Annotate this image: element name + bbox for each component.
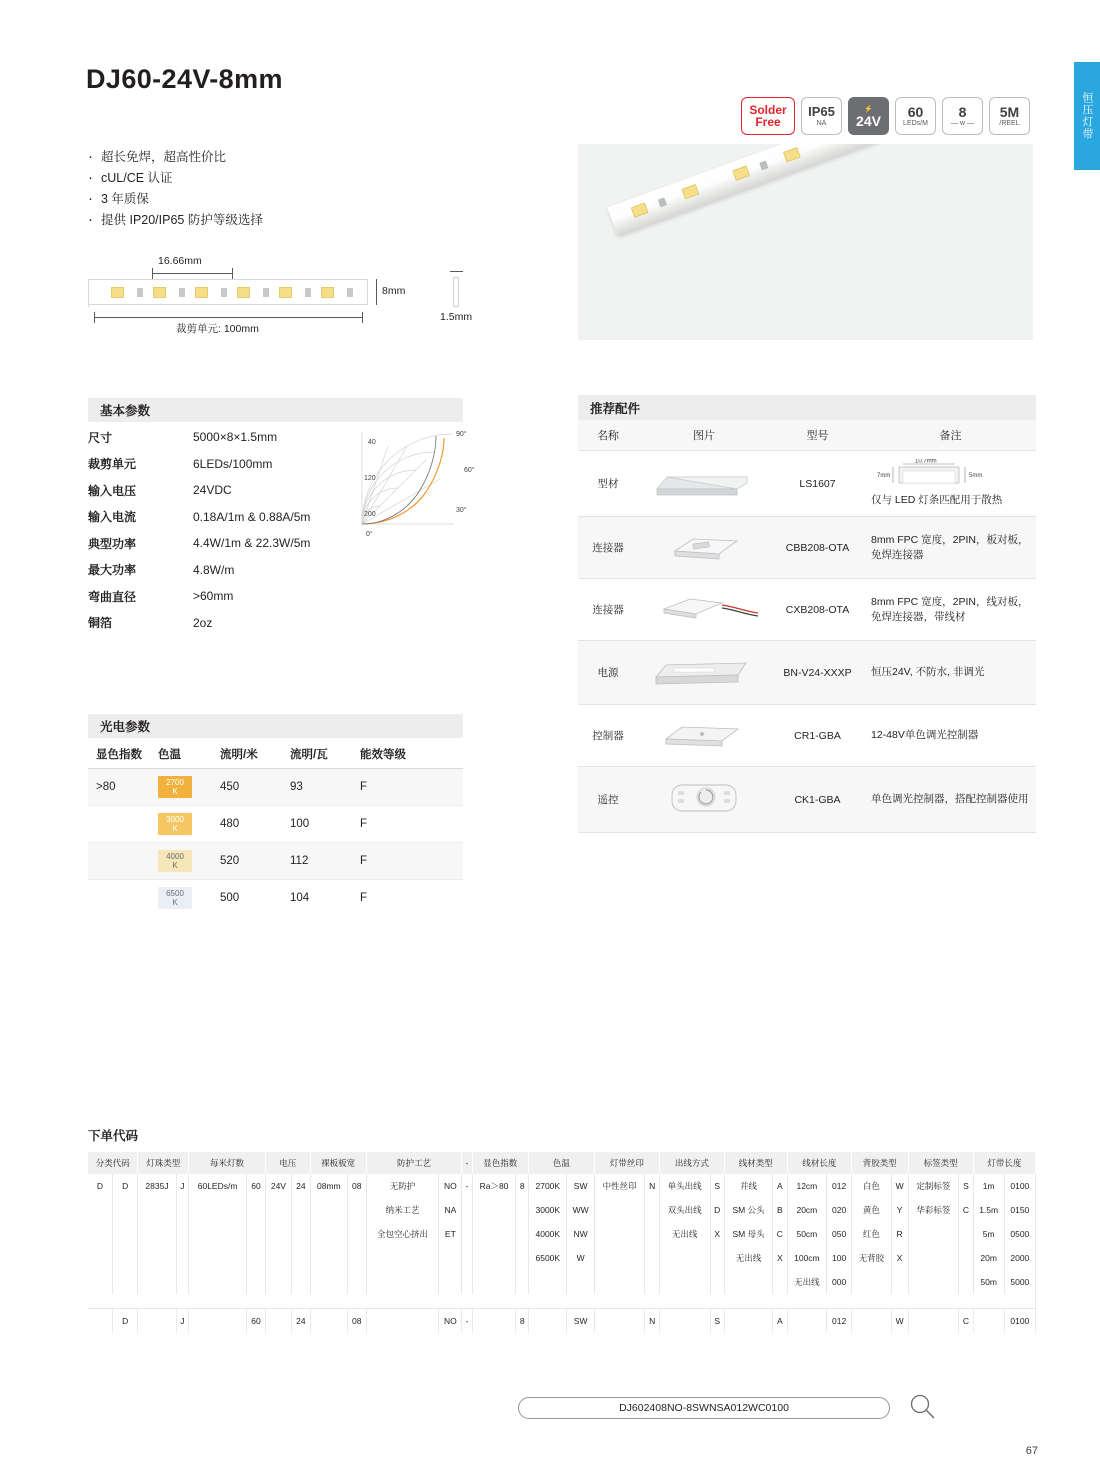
cct-cell: 6500 K: [150, 880, 212, 917]
cell-wlen-desc: 50cm: [787, 1222, 827, 1246]
accessories-header: 推荐配件: [578, 395, 1036, 420]
summary-width: 08: [347, 1308, 366, 1333]
lm-per-watt: 100: [282, 806, 352, 843]
summary-exit: S: [710, 1308, 724, 1333]
cell-exit-desc: 无出线: [659, 1222, 710, 1246]
cell-wire-code: X: [773, 1246, 787, 1270]
accessory-name: 连接器: [578, 517, 638, 579]
param-value: 2oz: [193, 615, 213, 630]
param-label: 尺寸: [88, 430, 113, 445]
col-lm-w: 流明/瓦: [282, 740, 352, 769]
table-row: [88, 806, 463, 843]
width-sub: — w —: [951, 119, 974, 127]
feature-list: [88, 147, 263, 231]
param-value: 5000×8×1.5mm: [193, 430, 278, 445]
summary-cct: SW: [567, 1308, 594, 1333]
cell-width-code: 08: [347, 1174, 366, 1198]
summary-category: D: [112, 1308, 138, 1333]
side-tab-label: 恒压灯带: [1081, 92, 1093, 140]
cell-led-type-code: J: [176, 1174, 189, 1198]
thickness-dim-line: [450, 271, 463, 272]
cut-tick-right: [362, 312, 363, 323]
col-note: 备注: [865, 420, 1036, 451]
cell-wire-desc: SM 母头: [724, 1222, 772, 1246]
param-label: 输入电流: [88, 510, 137, 525]
dimension-drawing: [88, 255, 488, 345]
cell-wire-desc: 无出线: [724, 1246, 772, 1270]
cell-slen-code: 0100: [1004, 1174, 1035, 1198]
search-icon[interactable]: [908, 1392, 938, 1422]
table-header-row: [88, 740, 463, 769]
col-leds-per-meter: 每米灯数: [189, 1152, 266, 1174]
lm-per-watt: 112: [282, 843, 352, 880]
solder-pad: [263, 288, 269, 297]
efficiency-grade: F: [352, 843, 463, 880]
leds-count: 60: [907, 103, 924, 120]
col-wire-exit: 出线方式: [659, 1152, 724, 1174]
accessories-table: [578, 420, 1036, 833]
col-dash: -: [462, 1152, 472, 1174]
basic-params-table: [88, 424, 348, 636]
cell-exit-desc: 双头出线: [659, 1198, 710, 1222]
cell-protection-code: NA: [439, 1198, 462, 1222]
cct-cell: 4000 K: [150, 843, 212, 880]
accessory-name: 控制器: [578, 705, 638, 767]
col-led-type: 灯珠类型: [138, 1152, 189, 1174]
param-value: 4.8W/m: [193, 562, 235, 577]
table-row: [88, 451, 348, 478]
table-row: [88, 610, 348, 637]
strip-body: [607, 144, 1033, 236]
led-chip: [153, 287, 166, 298]
cell-wlen-desc: 无出线: [787, 1270, 827, 1294]
summary-label: C: [959, 1308, 973, 1333]
controller-image: [638, 705, 770, 767]
spec-badges: [741, 97, 1030, 135]
cell-category-desc: D: [88, 1174, 112, 1198]
side-tab: [1074, 62, 1100, 170]
col-cct: 色温: [529, 1152, 595, 1174]
cell-cct-code: W: [567, 1246, 594, 1270]
cell-slen-code: 0500: [1004, 1222, 1035, 1246]
param-value: 6LEDs/100mm: [193, 456, 273, 471]
table-row: [88, 843, 463, 880]
accessory-model: CK1-GBA: [770, 767, 865, 833]
param-label: 输入电压: [88, 483, 137, 498]
list-item: · 超长免焊，超高性价比: [88, 147, 263, 168]
basic-params-header: 基本参数: [88, 398, 463, 422]
solder-free-line2: Free: [755, 115, 781, 129]
svg-text:7mm: 7mm: [877, 473, 891, 479]
summary-protection: NO: [439, 1308, 462, 1333]
cell-adh-code: X: [891, 1246, 908, 1270]
svg-text:120: 120: [364, 475, 376, 482]
table-row: [578, 451, 1036, 517]
width-label: 8mm: [382, 285, 406, 297]
reel-value: 5M: [999, 103, 1020, 120]
summary-wlen: 012: [827, 1308, 852, 1333]
cell-voltage-desc: 24V: [265, 1174, 291, 1198]
cut-dim-line: [94, 317, 362, 318]
solder-pad: [221, 288, 227, 297]
accessory-note-text: 仅与 LED 灯条匹配用于散热: [871, 494, 1003, 506]
solder-free-badge: [741, 97, 795, 135]
accessory-name: 遥控: [578, 767, 638, 833]
cell-slen-code: 2000: [1004, 1246, 1035, 1270]
cell-slen-desc: 1m: [973, 1174, 1004, 1198]
lm-per-meter: 520: [212, 843, 282, 880]
cell-print-code: N: [645, 1174, 659, 1198]
solder-pad: [347, 288, 353, 297]
table-row: [578, 705, 1036, 767]
svg-text:60°: 60°: [464, 467, 475, 474]
col-grade: 能效等级: [352, 740, 463, 769]
cell-wlen-code: 100: [827, 1246, 852, 1270]
lm-per-meter: 450: [212, 769, 282, 806]
cell-dash: -: [462, 1174, 472, 1198]
efficiency-grade: F: [352, 806, 463, 843]
cell-exit-desc: 单头出线: [659, 1174, 710, 1198]
final-order-code: [518, 1397, 890, 1419]
cell-wire-desc: 并线: [724, 1174, 772, 1198]
cell-wlen-code: 050: [827, 1222, 852, 1246]
cell-wlen-desc: 20cm: [787, 1198, 827, 1222]
accessory-note: 单色调光控制器，搭配控制器使用: [865, 767, 1036, 833]
side-view-pcb: [453, 277, 459, 307]
accessory-model: LS1607: [770, 451, 865, 517]
cell-exit-code: D: [710, 1198, 724, 1222]
table-row: [88, 1198, 1036, 1222]
led-chip: [279, 287, 292, 298]
cell-cct-desc: 2700K: [529, 1174, 567, 1198]
accessory-note: [865, 451, 1036, 517]
lm-per-watt: 93: [282, 769, 352, 806]
cri-value: [88, 806, 150, 843]
voltage-value: 24V: [856, 112, 881, 129]
order-code-table: [88, 1152, 1036, 1333]
pitch-dim-line: [152, 273, 232, 274]
accessory-note: 8mm FPC 宽度，2PIN，线对板，免焊连接器，带线材: [865, 579, 1036, 641]
wire-connector-image: [638, 579, 770, 641]
table-row: [578, 517, 1036, 579]
cell-adh-desc: 白色: [852, 1174, 892, 1198]
svg-text:0°: 0°: [366, 531, 373, 538]
summary-adh: W: [891, 1308, 908, 1333]
cell-leds-code: 60: [247, 1174, 266, 1198]
thickness-label: 1.5mm: [440, 311, 473, 323]
cut-mark: [88, 279, 98, 307]
table-row: [88, 1222, 1036, 1246]
table-row: [578, 767, 1036, 833]
cell-adh-code: W: [891, 1174, 908, 1198]
cell-voltage-code: 24: [291, 1174, 310, 1198]
cell-protection-desc: 全包空心挤出: [366, 1222, 439, 1246]
col-adhesive: 背胶类型: [852, 1152, 909, 1174]
table-row: [88, 1270, 1036, 1294]
cell-wire-code: B: [773, 1198, 787, 1222]
col-print: 灯带丝印: [594, 1152, 659, 1174]
col-wire-length: 线材长度: [787, 1152, 851, 1174]
table-header-row: [88, 1152, 1036, 1174]
svg-text:40: 40: [368, 439, 376, 446]
solder-pad: [137, 288, 143, 297]
table-header-row: [578, 420, 1036, 451]
accessory-model: BN-V24-XXXP: [770, 641, 865, 705]
cell-cct-code: NW: [567, 1222, 594, 1246]
table-row: [88, 424, 348, 451]
cell-adh-desc: 红色: [852, 1222, 892, 1246]
param-label: 裁剪单元: [88, 457, 137, 472]
col-category: 分类代码: [88, 1152, 138, 1174]
accessory-name: 型材: [578, 451, 638, 517]
ip65-badge: [801, 97, 842, 135]
summary-cri: 8: [516, 1308, 529, 1333]
cell-leds-desc: 60LEDs/m: [189, 1174, 247, 1198]
col-model: 型号: [770, 420, 865, 451]
cell-print-desc: 中性丝印: [594, 1174, 645, 1198]
product-photo: [578, 144, 1033, 340]
page-number: 67: [1025, 1445, 1038, 1457]
cell-label-desc: 华彩标签: [908, 1198, 959, 1222]
summary-voltage: 24: [291, 1308, 310, 1333]
list-item: · cUL/CE 认证: [88, 168, 263, 189]
accessory-model: CBB208-OTA: [770, 517, 865, 579]
table-row: [578, 579, 1036, 641]
pitch-tick-left: [152, 268, 153, 279]
led-strip-illustration: [578, 144, 1033, 318]
final-order-code-text: DJ602408NO-8SWNSA012WC0100: [619, 1402, 789, 1414]
col-name: 名称: [578, 420, 638, 451]
col-protection: 防护工艺: [366, 1152, 462, 1174]
summary-row: [88, 1308, 1036, 1333]
cut-unit-label: 裁剪单元: 100mm: [176, 323, 259, 335]
table-row: [88, 1294, 1036, 1308]
summary-led-type: J: [176, 1308, 189, 1333]
photometric-table: [88, 740, 463, 916]
table-row: [88, 583, 348, 610]
led-chip: [111, 287, 124, 298]
table-row: [88, 504, 348, 531]
col-strip-length: 灯带长度: [973, 1152, 1035, 1174]
param-label: 弯曲直径: [88, 589, 137, 604]
cell-cct-desc: 3000K: [529, 1198, 567, 1222]
cell-adh-code: Y: [891, 1198, 908, 1222]
lm-per-meter: 500: [220, 892, 240, 904]
col-cri: 显色指数: [472, 1152, 529, 1174]
width-dim-line: [376, 279, 377, 305]
solder-free-line1: Solder: [749, 103, 787, 117]
param-value: 0.18A/1m & 0.88A/5m: [193, 509, 311, 524]
cell-wire-code: A: [773, 1174, 787, 1198]
list-item: · 提供 IP20/IP65 防护等级选择: [88, 210, 263, 231]
param-value: >60mm: [193, 589, 234, 604]
summary-leds: 60: [247, 1308, 266, 1333]
pitch-label: 16.66mm: [158, 255, 202, 267]
col-cri: 显色指数: [88, 740, 150, 769]
cell-cct-code: SW: [567, 1174, 594, 1198]
summary-wire: A: [773, 1308, 787, 1333]
table-row: [88, 880, 463, 917]
width-value: 8: [958, 103, 967, 120]
profile-image: [638, 451, 770, 517]
cell-wire-desc: SM 公头: [724, 1198, 772, 1222]
cell-adh-code: R: [891, 1222, 908, 1246]
cri-value: [88, 843, 150, 880]
cell-led-type-desc: 2835J: [138, 1174, 176, 1198]
lm-per-meter: 480: [212, 806, 282, 843]
cell-slen-desc: 5m: [973, 1222, 1004, 1246]
ip65-line2: NA: [816, 119, 827, 127]
order-code-title: 下单代码: [88, 1129, 139, 1143]
accessory-note: 恒压24V, 不防水, 非调光: [865, 641, 1036, 705]
cut-tick-left: [94, 312, 95, 323]
cell-label-code: C: [959, 1198, 973, 1222]
accessory-note: 8mm FPC 宽度，2PIN，板对板，免焊连接器: [865, 517, 1036, 579]
accessory-name: 连接器: [578, 579, 638, 641]
solder-pad: [305, 288, 311, 297]
cell-protection-desc: 无防护: [366, 1174, 439, 1198]
voltage-badge: ⚡ 24V: [848, 97, 889, 135]
efficiency-grade: F: [360, 892, 368, 904]
summary-slen: 0100: [1004, 1308, 1035, 1333]
accessory-note: 12-48V单色调光控制器: [865, 705, 1036, 767]
cell-cct-desc: 4000K: [529, 1222, 567, 1246]
cell-cct-desc: 6500K: [529, 1246, 567, 1270]
leds-per-meter-badge: [895, 97, 936, 135]
col-lm-m: 流明/米: [212, 740, 282, 769]
cell-wlen-desc: 12cm: [787, 1174, 827, 1198]
lm-per-watt: 104: [290, 892, 310, 904]
list-item: · 3 年质保: [88, 189, 263, 210]
table-row: [88, 1246, 1036, 1270]
page-title: DJ60-24V-8mm: [86, 64, 283, 94]
cell-adh-desc: 黄色: [852, 1198, 892, 1222]
led-chip: [237, 287, 250, 298]
cri-value: >80: [88, 769, 150, 806]
col-label-type: 标签类型: [908, 1152, 973, 1174]
table-row: [88, 530, 348, 557]
cell-cri-code: 8: [516, 1174, 529, 1198]
board-connector-image: [638, 517, 770, 579]
remote-image: [638, 767, 770, 833]
cell-slen-desc: 1.5m: [973, 1198, 1004, 1222]
cct-cell: 3000 K: [150, 806, 212, 843]
cell-cri-desc: Ra＞80: [472, 1174, 516, 1198]
cell-label-code: S: [959, 1174, 973, 1198]
reel-unit: /REEL: [999, 119, 1020, 127]
param-label: 铜箔: [88, 616, 113, 631]
summary-dash: -: [462, 1308, 472, 1333]
col-image: 图片: [638, 420, 770, 451]
col-cct: 色温: [150, 740, 212, 769]
cell-adh-desc: 无背胶: [852, 1246, 892, 1270]
col-wire-type: 线材类型: [724, 1152, 787, 1174]
pcb-outline: [88, 279, 368, 305]
cell-slen-code: 0150: [1004, 1198, 1035, 1222]
cell-cct-code: WW: [567, 1198, 594, 1222]
ip65-line1: IP65: [808, 103, 835, 119]
cell-exit-code: S: [710, 1174, 724, 1198]
pitch-tick-right: [232, 268, 233, 279]
cri-value: [88, 880, 150, 917]
accessory-model: CR1-GBA: [770, 705, 865, 767]
col-voltage: 电压: [265, 1152, 310, 1174]
efficiency-grade: F: [352, 769, 463, 806]
cell-category-code: D: [112, 1174, 138, 1198]
svg-text:10.7mm: 10.7mm: [915, 459, 937, 465]
svg-text:90°: 90°: [456, 431, 467, 438]
param-value: 24VDC: [193, 483, 232, 498]
accessory-name: 电源: [578, 641, 638, 705]
polar-light-distribution-diagram: [352, 424, 497, 539]
led-chip: [321, 287, 334, 298]
svg-text:200: 200: [364, 511, 376, 518]
svg-text:5mm: 5mm: [969, 473, 983, 479]
cell-width-desc: 08mm: [310, 1174, 347, 1198]
table-row: [88, 557, 348, 584]
width-badge: [942, 97, 983, 135]
table-row: [578, 641, 1036, 705]
solder-pad: [179, 288, 185, 297]
cell-slen-code: 5000: [1004, 1270, 1035, 1294]
cct-cell: 2700 K: [150, 769, 212, 806]
cell-protection-code: ET: [439, 1222, 462, 1246]
table-row: [88, 1174, 1036, 1198]
cell-wlen-code: 020: [827, 1198, 852, 1222]
param-value: 4.4W/1m & 22.3W/5m: [193, 536, 311, 551]
svg-text:30°: 30°: [456, 507, 467, 514]
cell-exit-code: X: [710, 1222, 724, 1246]
cell-slen-desc: 20m: [973, 1246, 1004, 1270]
cell-wlen-desc: 100cm: [787, 1246, 827, 1270]
cell-slen-desc: 50m: [973, 1270, 1004, 1294]
cell-wire-code: C: [773, 1222, 787, 1246]
summary-print: N: [645, 1308, 659, 1333]
cell-wlen-code: 000: [827, 1270, 852, 1294]
leds-unit: LEDs/M: [903, 119, 928, 127]
cell-protection-desc: 纳米工艺: [366, 1198, 439, 1222]
order-code-section: [88, 1126, 1036, 1333]
cell-label-desc: 定制标签: [908, 1174, 959, 1198]
photometric-header: 光电参数: [88, 714, 463, 738]
table-row: [88, 769, 463, 806]
reel-length-badge: [989, 97, 1030, 135]
param-label: 典型功率: [88, 536, 137, 551]
accessory-model: CXB208-OTA: [770, 579, 865, 641]
param-label: 最大功率: [88, 563, 137, 578]
col-board-width: 裸板板宽: [310, 1152, 366, 1174]
power-supply-image: [638, 641, 770, 705]
cell-protection-code: NO: [439, 1174, 462, 1198]
cell-wlen-code: 012: [827, 1174, 852, 1198]
led-chip: [195, 287, 208, 298]
table-row: [88, 477, 348, 504]
